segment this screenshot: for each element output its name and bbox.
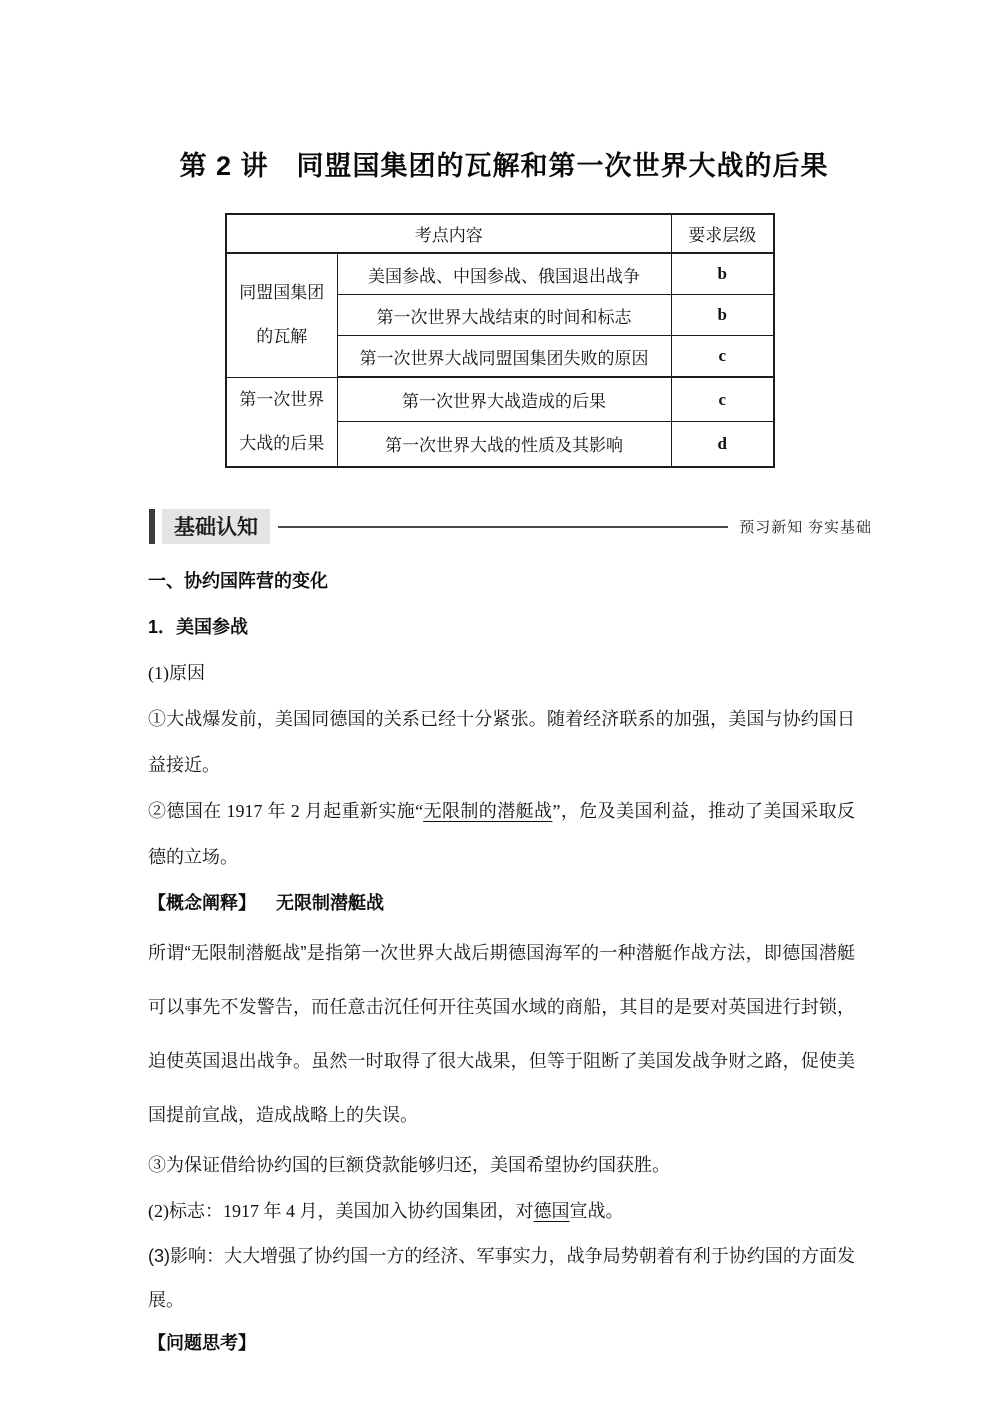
concept-term: 无限制潜艇战	[276, 892, 384, 913]
table-content-cell: 第一次世界大战的性质及其影响	[337, 422, 671, 467]
table-header-content: 考点内容	[226, 214, 671, 253]
paragraph-point3: ③为保证借给协约国的巨额贷款能够归还，美国希望协约国获胜。	[148, 1154, 670, 1175]
mark-underlined-term: 德国	[533, 1200, 570, 1221]
table-level-cell: c	[671, 377, 774, 422]
section-header-basics	[149, 508, 872, 546]
question-heading: 【问题思考】	[148, 1332, 256, 1353]
paragraph-influence: (3)影响：大大增强了协约国一方的经济、军事实力，战争局势朝着有利于协约国的方面发展。	[148, 1245, 855, 1310]
table-header-row	[226, 214, 774, 253]
concept-heading	[148, 880, 855, 926]
table-level-cell: b	[671, 253, 774, 295]
mark-text-pre: (2)标志：1917 年 4 月，美国加入协约国集团，对	[148, 1200, 534, 1221]
point2-underlined-term: 无限制的潜艇战	[423, 800, 553, 821]
mark-text-post: 宣战。	[569, 1200, 624, 1221]
table-content-cell: 美国参战、中国参战、俄国退出战争	[337, 253, 671, 295]
section-right-note: 预习新知 夯实基础	[739, 520, 872, 536]
table-topic-cell-group1	[226, 253, 337, 377]
table-content-cell: 第一次世界大战造成的后果	[337, 377, 671, 422]
table-level-cell: c	[671, 336, 774, 378]
section-label: 基础认知	[162, 509, 270, 544]
table-row	[226, 253, 774, 295]
section-accent-bar	[149, 509, 155, 544]
table-level-cell: d	[671, 422, 774, 467]
table-header-level: 要求层级	[671, 214, 774, 253]
heading-alliance-change: 一、协约国阵营的变化	[148, 570, 328, 591]
topic-line: 同盟国集团	[239, 283, 325, 303]
topic-line: 的瓦解	[256, 327, 308, 347]
page-title: 第 2 讲 同盟国集团的瓦解和第一次世界大战的后果	[179, 151, 829, 181]
point2-text-pre: ②德国在 1917 年 2 月起重新实施“	[148, 800, 424, 821]
table-content-cell: 第一次世界大战同盟国集团失败的原因	[337, 336, 671, 378]
section-divider-line	[278, 526, 728, 528]
exam-points-table	[225, 213, 775, 468]
paragraph-point2	[148, 788, 855, 880]
concept-explanation: 所谓“无限制潜艇战”是指第一次世界大战后期德国海军的一种潜艇作战方法，即德国潜艇可以事先不发警告，而任意击沉任何开往英国水域的商船，其目的是要对英国进行封锁，迫使英国退出战争。虽然一时取得了很大战果，但等于阻断了美国发战争财之路，促使美国提前宣战，造成战略上的失误。	[148, 942, 855, 1125]
concept-label: 【概念阐释】	[148, 892, 256, 913]
table-level-cell: b	[671, 295, 774, 336]
table-row	[226, 377, 774, 422]
topic-line: 大战的后果	[239, 433, 325, 453]
point2-text-post: ”，危及美国利益，推动了美国采取反德的立场。	[148, 800, 855, 867]
body-text	[148, 558, 855, 1364]
paragraph-mark	[148, 1188, 855, 1234]
topic-line: 第一次世界	[239, 389, 325, 409]
heading-us-entry: 1．美国参战	[148, 616, 249, 637]
paragraph-reason-label: (1)原因	[148, 662, 205, 683]
table-content-cell: 第一次世界大战结束的时间和标志	[337, 295, 671, 336]
table-topic-cell-group2	[226, 377, 337, 467]
paragraph-point1: ①大战爆发前，美国同德国的关系已经十分紧张。随着经济联系的加强，美国与协约国日益接近。	[148, 708, 855, 775]
